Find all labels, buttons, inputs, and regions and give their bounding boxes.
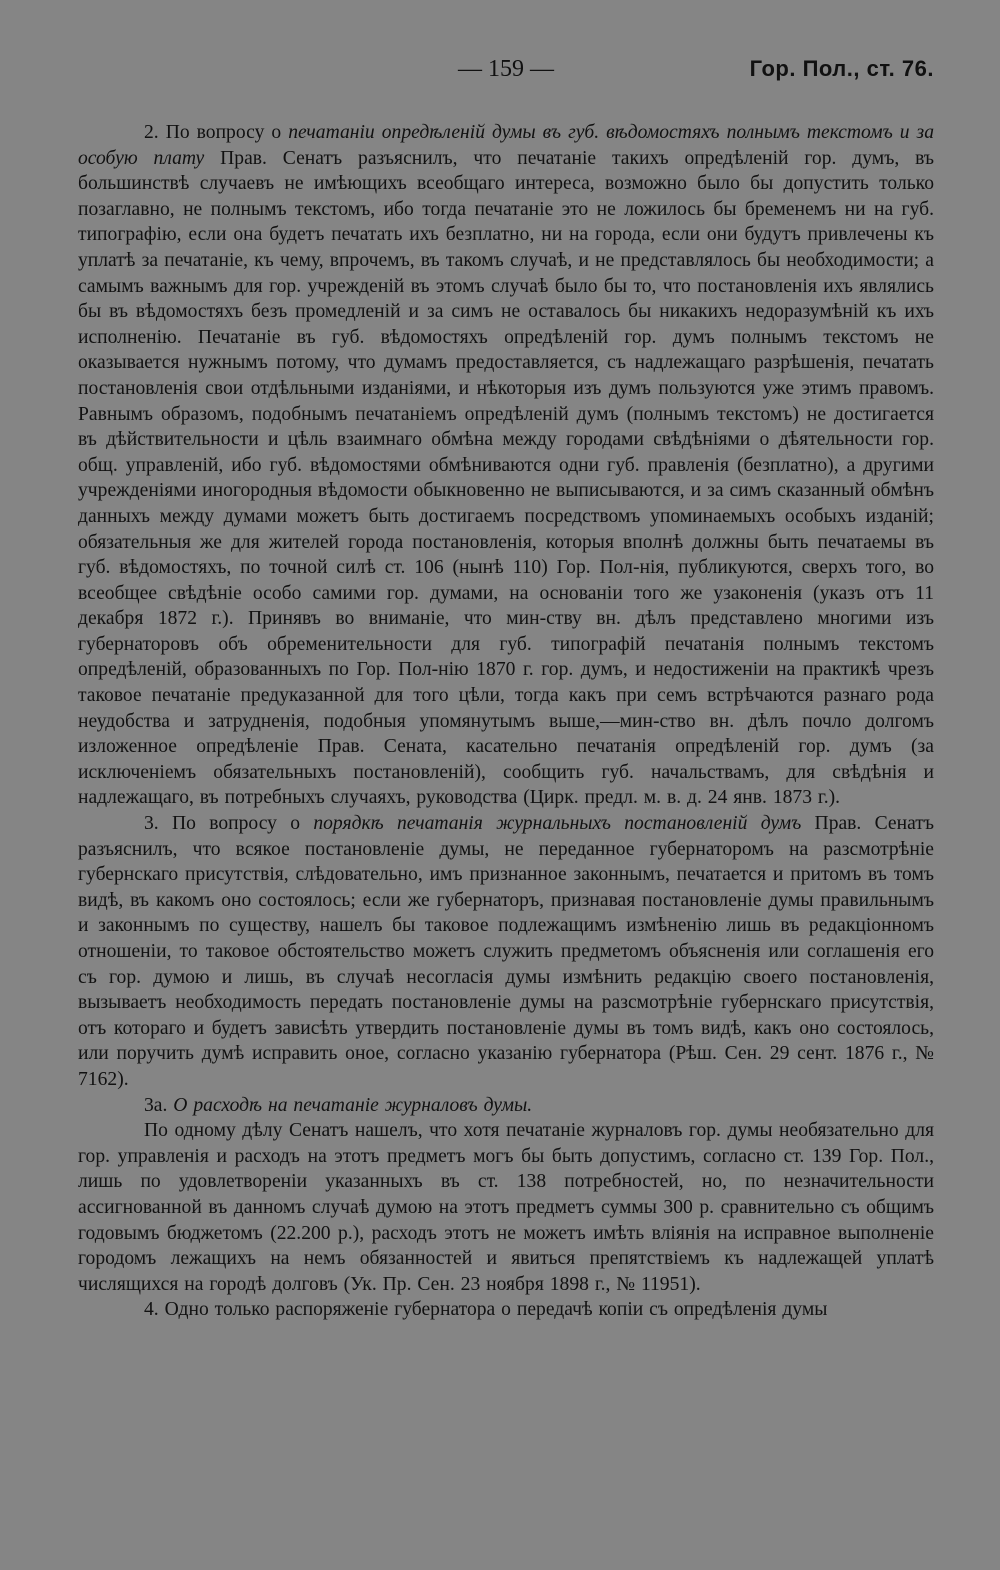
body-text <box>78 120 934 1323</box>
paragraph-lead: 3а. <box>144 1094 174 1116</box>
paragraph-lead: 2. По вопросу о <box>144 122 289 143</box>
paragraph-emphasis: О расходѣ на печатаніе журналовъ думы. <box>173 1094 533 1116</box>
paragraph-text: Прав. Сенатъ разъяснилъ, что печатаніе такихъ опредѣленій гор. думъ, въ большинствѣ случаевъ не имѣющихъ всеобщаго интереса, возможно было бы допустить только позаглавно, не полнымъ текстомъ, ибо тогда печатаніе это не ложилось бы бременемъ ни на губ. типографію, если она будетъ печатать ихъ безплатно, ни на города, если они будутъ привлечены къ уплатѣ за печатаніе, къ чему, впрочемъ, въ такомъ случаѣ, и не представлялось бы необходимости; а самымъ важнымъ для гор. учрежденій въ этомъ случаѣ было бы то, что постановленія ихъ являлись бы въ вѣдомостяхъ безъ промедленій и за симъ не оставалось бы никакихъ недоразумѣній къ ихъ исполненію. Печатаніе въ губ. вѣдомостяхъ опредѣленій гор. думъ полнымъ текстомъ не оказывается нужнымъ потому, что думамъ предоставляется, съ надлежащаго разрѣшенія, печатать постановленія свои отдѣльными изданіями, и нѣкоторыя изъ думъ пользуются уже этимъ правомъ. Равнымъ образомъ, подобнымъ печатаніемъ опредѣленій думъ (полнымъ текстомъ) не достигается въ дѣйствительности и цѣль взаимнаго обмѣна между городами свѣдѣніями о дѣятельности гор. общ. управленій, ибо губ. вѣдомостями обмѣниваются одни губ. правленія (безплатно), а другими учрежденіями иногородныя вѣдомости обыкновенно не выписываются, и за симъ сказанный обмѣнъ данныхъ между думами можетъ быть достигаемъ посредствомъ упоминаемыхъ особыхъ изданій; обязательныя же для жителей города постановленія, которыя вполнѣ должны быть печатаемы въ губ. вѣдомостяхъ, по точной силѣ ст. 106 (нынѣ 110) Гор. Пол-нія, публикуются, сверхъ того, во всеобщее свѣдѣніе особо самими гор. думами, на основаніи того же узаконенія (указъ отъ 11 декабря 1872 г.). Принявъ во вниманіе, что мин-ству вн. дѣлъ представлено многими изъ губернаторовъ объ обременительности для губ. типографій печатанія полнымъ текстомъ опредѣленій, образованныхъ по Гор. Пол-нію 1870 г. гор. думъ, и недостиженіи на практикѣ чрезъ таковое печатаніе предуказанной для того цѣли, тогда какъ при семъ встрѣчаются разнаго рода неудобства и затрудненія, подобныя упомянутымъ выше,—мин-ство вн. дѣлъ почло долгомъ изложенное опредѣленіе Прав. Сената, касательно печатанія опредѣленій гор. думъ (за исключеніемъ обязательныхъ постановленій), сообщить губ. начальствамъ, для свѣдѣнія и надлежащаго, въ потребныхъ случаяхъ, руководства (Цирк. предл. м. в. д. 24 янв. 1873 г.). <box>78 147 934 809</box>
paragraph-3a-body <box>78 1118 934 1297</box>
paragraph-emphasis: печатаніи опредѣленій думы въ губ. вѣдомостяхъ полнымъ текстомъ и за особую плату <box>78 122 934 169</box>
running-head: Гор. Пол., ст. 76. <box>749 56 934 81</box>
paragraph-text: По одному дѣлу Сенатъ нашелъ, что хотя печатаніе журналовъ гор. думы необязательно для гор. управленія и расходъ на этотъ предметъ могъ бы быть допустимъ, согласно ст. 139 Гор. Пол., лишь по удовлетвореніи указанныхъ въ ст. 138 потребностей, но, по незначительности ассигнованной въ данномъ случаѣ думою на этотъ предметъ суммы 300 р. сравнительно съ общимъ годовымъ бюджетомъ (22.200 р.), расходъ этотъ не можетъ имѣть вліянія на исправное выполненіе городомъ лежащихъ на немъ обязанностей и явиться препятствіемъ къ надлежащей уплатѣ числящихся на городѣ долговъ (Ук. Пр. Сен. 23 ноября 1898 г., № 11951). <box>78 1120 934 1295</box>
document-page <box>78 56 934 1556</box>
paragraph-2 <box>78 120 934 811</box>
page-number: — 159 — <box>458 56 554 82</box>
paragraph-emphasis: порядкѣ печатанія журнальныхъ постановленій думъ <box>313 813 802 835</box>
paragraph-text: Прав. Сенатъ разъяснилъ, что всякое постановленіе думы, не переданное губернаторомъ на разсмотрѣніе губернскаго присутствія, слѣдовательно, имъ признанное законнымъ, печатается и притомъ въ томъ видѣ, въ какомъ оно состоялось; если же губернаторъ, признавая постановленіе думы правильнымъ и законнымъ по существу, нашелъ бы таковое подлежащимъ измѣненію лишь въ редакціонномъ отношеніи, то таковое обстоятельство можетъ служить предметомъ объясненія или соглашенія его съ гор. думою и лишь, въ случаѣ несогласія думы измѣнить редакцію своего постановленія, вызываетъ необходимость передать постановленіе думы на разсмотрѣніе губернскаго присутствія, отъ котораго и будетъ зависѣть утвердить постановленіе думы въ томъ видѣ, какъ оно состоялось, или поручить думѣ исправить оное, согласно указанію губернатора (Рѣш. Сен. 29 сент. 1876 г., № 7162). <box>78 813 934 1090</box>
paragraph-3a-heading <box>78 1093 934 1119</box>
page-header <box>78 56 934 96</box>
paragraph-text: Одно только распоряженіе губернатора о передачѣ копіи съ опредѣленія думы <box>164 1299 828 1321</box>
paragraph-3 <box>78 811 934 1093</box>
paragraph-4 <box>78 1297 934 1323</box>
paragraph-lead: 3. По вопросу о <box>144 813 314 835</box>
paragraph-lead: 4. <box>144 1299 165 1321</box>
